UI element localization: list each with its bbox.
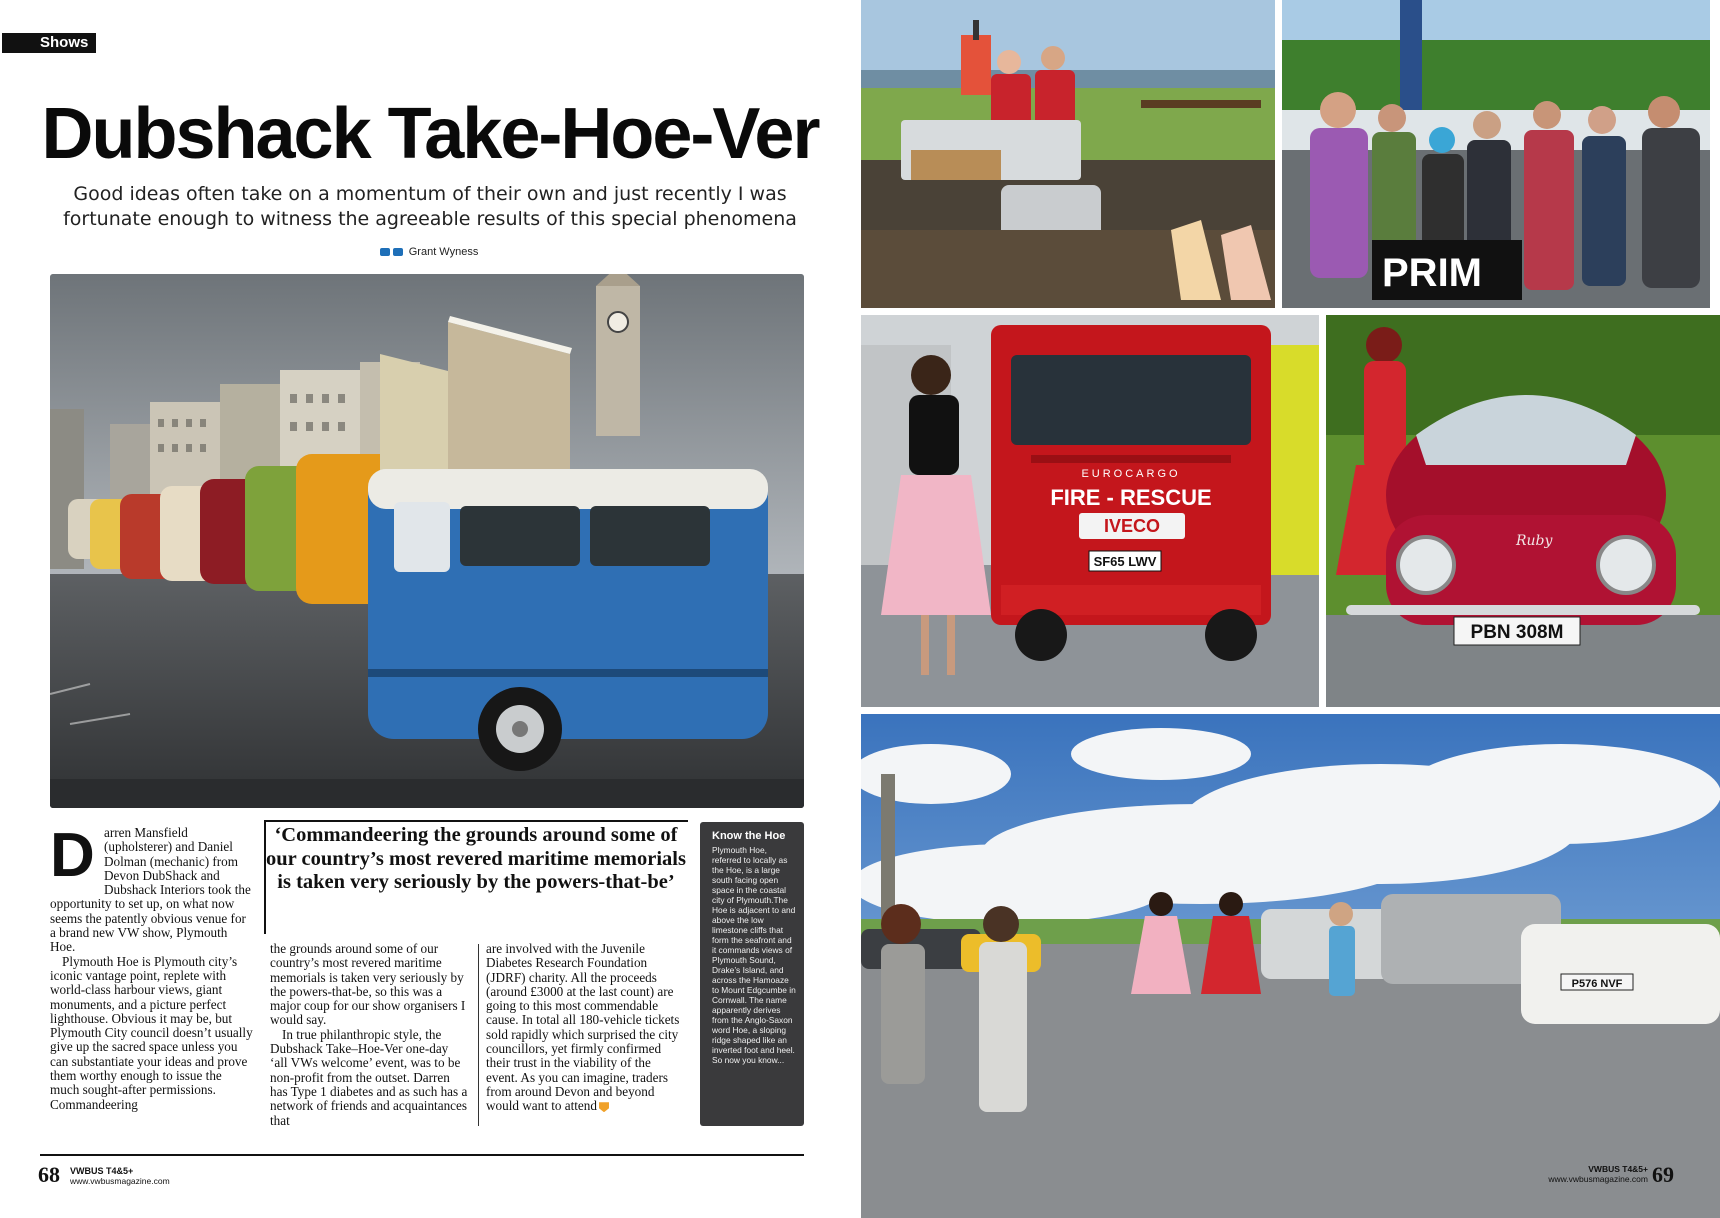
beetle-plate-text: PBN 308M: [1470, 622, 1564, 643]
truck-iveco-text: IVECO: [1103, 516, 1161, 536]
footer-brand-right: [1548, 1164, 1648, 1184]
sidebar-title: Know the Hoe: [712, 830, 786, 842]
camera-icon: [393, 248, 403, 256]
article-paragraph: Plymouth Hoe is Plymouth city’s iconic vantage point, replete with world-class harbour views, giant monuments, and a picture perfect lighthouse. Obvious it may be, but Plymouth City council doesn’t usually give up the sacred space unless you can substantiate your ideas and prove them worthy enough to issue the much sought-after permissions. Commandeering: [50, 953, 253, 1112]
sidebar-text: Plymouth Hoe, referred to locally as the Hoe, is a large south facing open space in the coastal city of Plymouth.The Hoe is adjacent to and above the low limestone cliffs that form the seafront and it commands views of Plymouth Sound, Drake’s Island, and across the Hamoaze to Mount Edgcumbe in Cornwall. The name apparently derives from the Anglo-Saxon word Hoe, a sloping ridge shaped like an inverted foot and heel. So now you know...: [712, 845, 796, 1065]
page-title: Dubshack Take-Hoe-Ver: [41, 94, 819, 174]
drop-cap: D: [50, 821, 95, 890]
truck-plate-text: SF65 LWV: [1093, 554, 1157, 569]
footer-url: www.vwbusmagazine.com: [70, 1176, 170, 1186]
article-column-1: [50, 821, 254, 1126]
standfirst: Good ideas often take on a momentum of their own and just recently I was fortunate enough to witness the agreeable results of this special phenomena: [63, 183, 797, 230]
hero-photo-campervans: [50, 274, 804, 808]
footer-rule: [40, 1154, 804, 1156]
footer-brand: VWBUS T4&5+: [70, 1166, 134, 1176]
article-column-2: [270, 942, 468, 1128]
end-of-article-icon: [599, 1102, 609, 1112]
article-paragraph: arren Mansfield (upholsterer) and Daniel Dolman (mechanic) from Devon DubShack and Dubshack Interiors took the opportunity to set up, on what now seems the patently obvious venue for a brand new VW show, Plymouth Hoe.: [50, 825, 251, 955]
van-plate-text: P576 NVF: [1571, 978, 1623, 990]
truck-fire-rescue-text: FIRE - RESCUE: [1050, 485, 1212, 510]
byline: [0, 246, 858, 258]
column-divider: [478, 944, 479, 1126]
article-paragraph: [486, 942, 684, 1114]
article-paragraph: the grounds around some of our country’s most revered maritime memorials is taken very seriously by the powers-that-be, so this was a major coup for our show organisers I would say.: [270, 941, 466, 1028]
article-paragraph-text: are involved with the Juvenile Diabetes Research Foundation (JDRF) charity. All the proceeds (around £3000 at the last count) are going to this most commendable cause. In total all 180-vehicle tickets sold rapidly which surprised the city councillors, yet firmly confirmed their trust in the viability of the event. As you can imagine, traders from around Devon and beyond would want to attend: [486, 941, 680, 1114]
page-number-right: 69: [1652, 1162, 1674, 1187]
byline-author: Grant Wyness: [408, 246, 479, 258]
photo-food-stall: [861, 0, 1275, 308]
footer-url: www.vwbusmagazine.com: [1548, 1174, 1648, 1184]
photo-fire-truck: [861, 315, 1319, 707]
footer-brand-left: [70, 1166, 170, 1186]
writer-icon: [380, 248, 390, 256]
page-number-left: 68: [38, 1162, 60, 1187]
crowd-banner-text: PRIM: [1382, 251, 1482, 295]
section-tag: Shows: [2, 33, 96, 53]
beetle-script-text: Ruby: [1516, 533, 1553, 549]
photo-red-beetle: [1326, 315, 1720, 707]
photo-hoe-panorama: [861, 714, 1720, 1218]
photo-crowd: [1282, 0, 1710, 308]
footer-brand: VWBUS T4&5+: [1588, 1164, 1648, 1174]
pull-quote: ‘Commandeering the grounds around some of our country’s most revered maritime memorials is taken very seriously by the powers-that-be’: [264, 820, 688, 895]
truck-badge-text: EUROCARGO: [1081, 468, 1181, 480]
article-paragraph: In true philanthropic style, the Dubshack Take–Hoe-Ver one-day ‘all VWs welcome’ event, was to be non-profit from the outset. Darren has Type 1 diabetes and as such has a network of friends and acquaintances that: [270, 1026, 468, 1128]
know-the-hoe-box: [700, 822, 804, 1126]
article-column-3: [486, 942, 684, 1114]
